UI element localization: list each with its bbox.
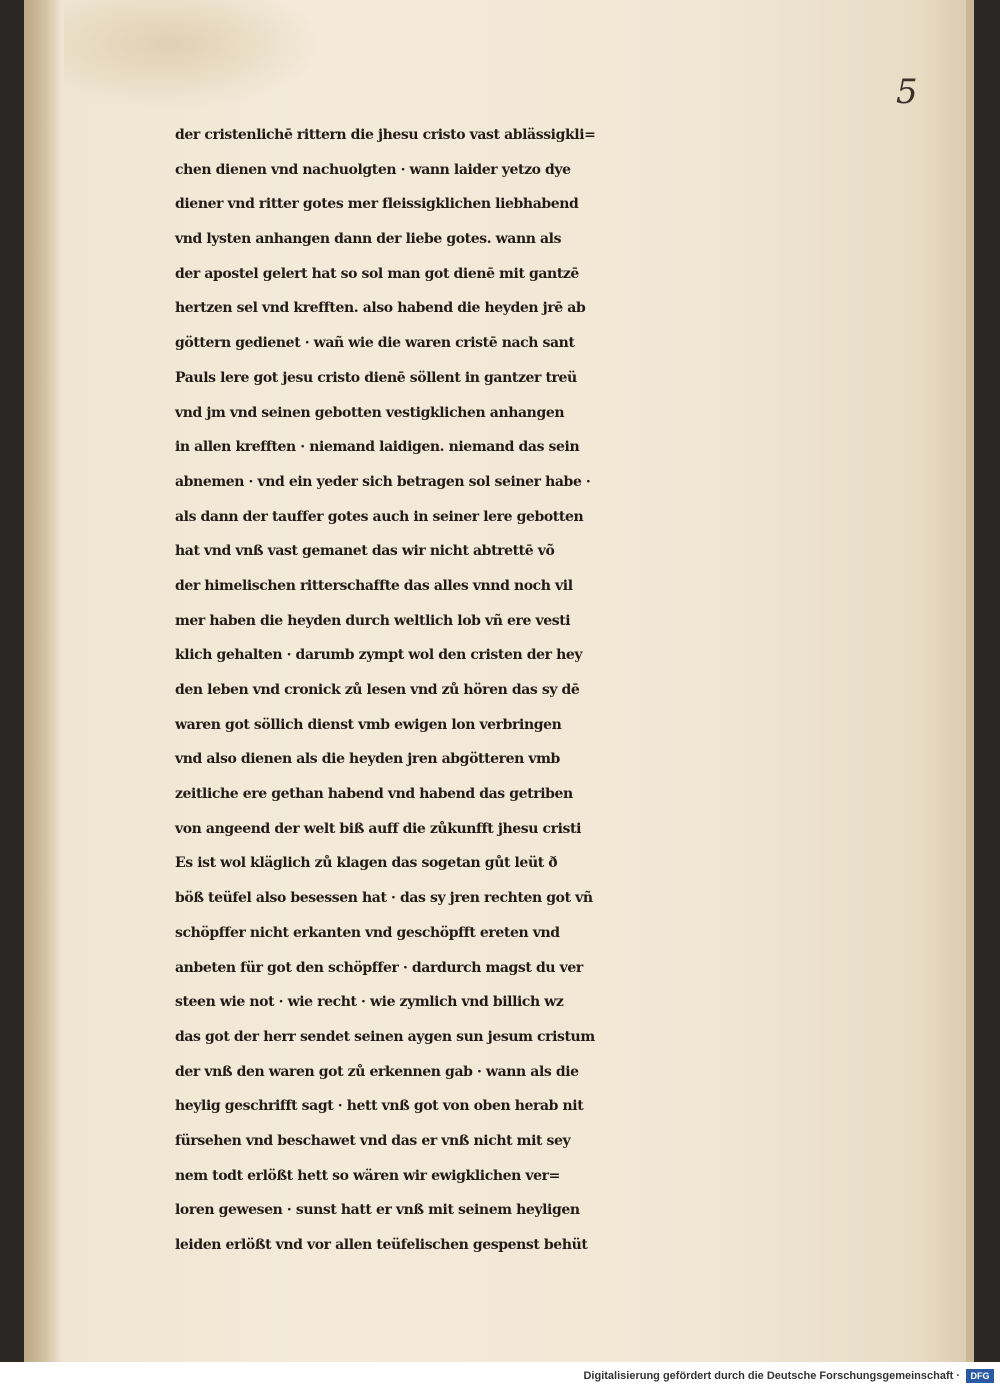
text-line: Es ist wol kläglich zů klagen das sogetan gůt leüt ð xyxy=(175,855,558,872)
text-line: hat vnd vnß vast gemanet das wir nicht abtrettē võ xyxy=(175,543,555,560)
text-line: der himelischen ritterschaffte das alles vnnd noch vil xyxy=(175,577,573,594)
gutter-shadow xyxy=(24,0,62,1362)
folio-number: 5 xyxy=(896,72,918,112)
text-line: mer haben die heyden durch weltlich lob vñ ere vesti xyxy=(175,612,571,629)
text-line: schöpffer nicht erkanten vnd geschöpfft ereten vnd xyxy=(175,924,560,941)
text-line: loren gewesen · sunst hatt er vnß mit seinem heyligen xyxy=(175,1202,580,1219)
text-line: als dann der tauffer gotes auch in seiner lere gebotten xyxy=(175,508,584,525)
text-line: der vnß den waren got zů erkennen gab · wann als die xyxy=(175,1063,579,1080)
text-line: klich gehalten · darumb zympt wol den cristen der hey xyxy=(175,647,583,664)
text-line: anbeten für got den schöpffer · dardurch magst du ver xyxy=(175,959,583,976)
text-line: in allen krefften · niemand laidigen. niemand das sein xyxy=(175,439,580,456)
text-line: heylig geschrifft sagt · hett vnß got von oben herab nit xyxy=(175,1098,584,1115)
page-edge xyxy=(966,0,974,1362)
digitization-credit: Digitalisierung gefördert durch die Deutsche Forschungsgemeinschaft · xyxy=(583,1370,960,1382)
text-line: hertzen sel vnd krefften. also habend die heyden jrē ab xyxy=(175,300,586,317)
dfg-logo: DFG xyxy=(966,1369,994,1383)
text-line: fürsehen vnd beschawet vnd das er vnß nicht mit sey xyxy=(175,1132,571,1149)
text-line: von angeend der welt biß auff die zůkunfft jhesu cristi xyxy=(175,820,582,837)
text-line: steen wie not · wie recht · wie zymlich vnd billich wz xyxy=(175,994,564,1011)
text-line: abnemen · vnd ein yeder sich betragen sol seiner habe · xyxy=(175,473,591,490)
text-line: vnd also dienen als die heyden jren abgötteren vmb xyxy=(175,751,560,768)
text-line: das got der herr sendet seinen aygen sun jesum cristum xyxy=(175,1028,595,1045)
text-line: den leben vnd cronick zů lesen vnd zů hören das sy dē xyxy=(175,682,580,698)
text-line: göttern gedienet · wañ wie die waren cristē nach sant xyxy=(175,335,575,352)
text-line: vnd lysten anhangen dann der liebe gotes. wann als xyxy=(175,231,562,248)
text-line: diener vnd ritter gotes mer fleissigklichen liebhabend xyxy=(175,196,579,213)
footer-bar xyxy=(0,1362,1000,1390)
text-line: leiden erlößt vnd vor allen teüfelischen gespenst behüt xyxy=(175,1237,588,1253)
text-line: der cristenlichē rittern die jhesu cristo vast ablässigkli= xyxy=(175,127,596,143)
text-line: Pauls lere got jesu cristo dienē söllent in gantzer treü xyxy=(175,369,577,386)
text-line: vnd jm vnd seinen gebotten vestigklichen anhangen xyxy=(175,404,565,421)
text-line: der apostel gelert hat so sol man got dienē mit gantzē xyxy=(175,265,579,282)
text-line: nem todt erlößt hett so wären wir ewigklichen ver= xyxy=(175,1167,560,1184)
text-line: zeitliche ere gethan habend vnd habend das getriben xyxy=(175,786,573,803)
text-block xyxy=(175,118,855,1263)
text-line: chen dienen vnd nachuolgten · wann laider yetzo dye xyxy=(175,161,571,178)
text-line: böß teüfel also besessen hat · das sy jren rechten got vñ xyxy=(175,890,593,907)
paper-stain xyxy=(64,0,324,110)
text-line: waren got söllich dienst vmb ewigen lon verbringen xyxy=(175,716,562,733)
